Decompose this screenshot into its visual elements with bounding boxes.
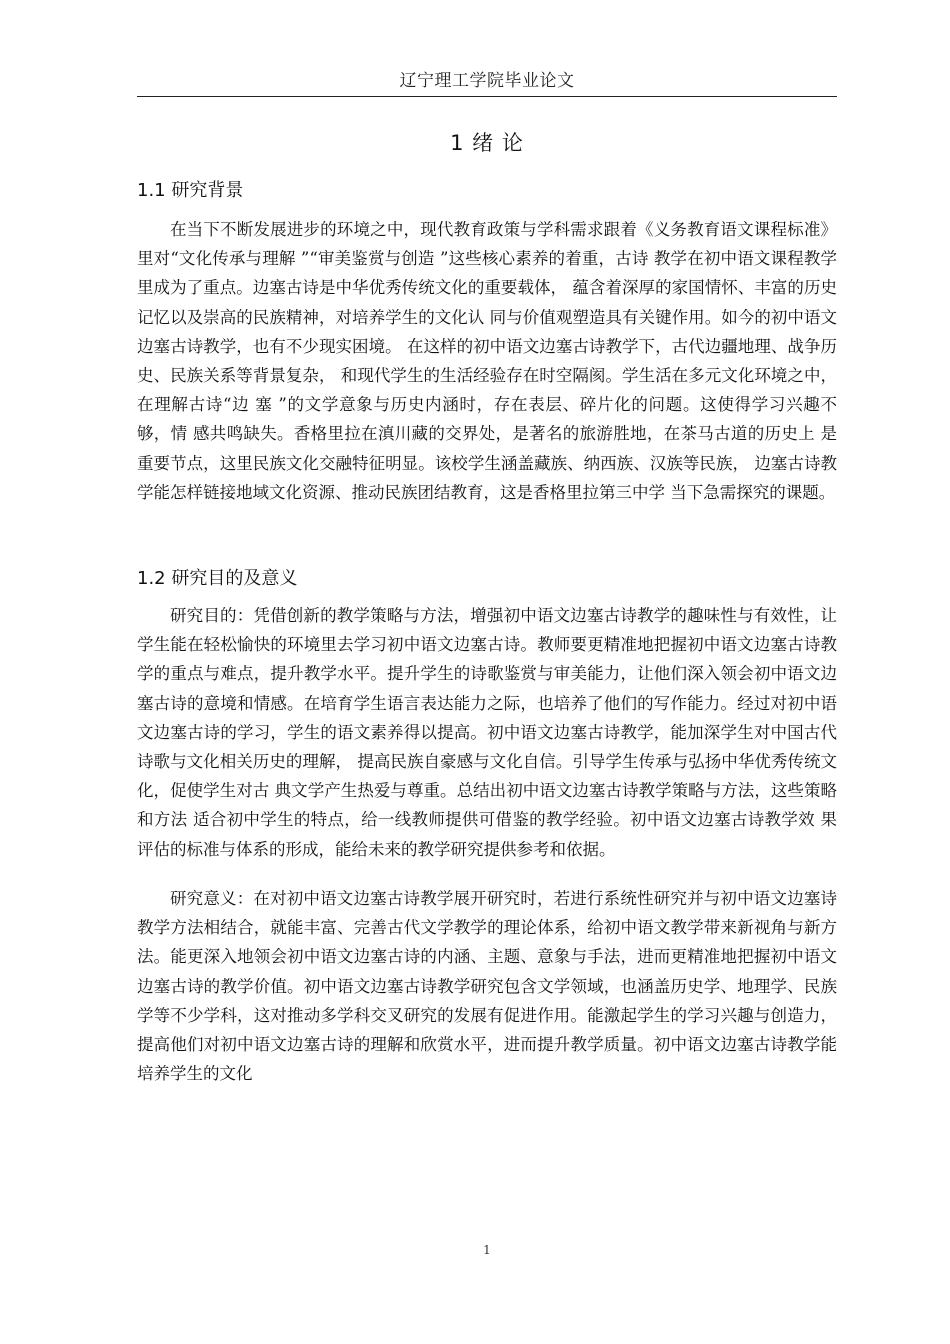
paragraph-research-purpose: 研究目的：凭借创新的教学策略与方法，增强初中语文边塞古诗教学的趣味性与有效性，让学生能在轻松愉快的环境里去学习初中语文边塞古诗。教师要更精准地把握初中语文边塞古诗教学的重点与难点，提升教学水平。提升学生的诗歌鉴赏与审美能力，让他们深入领会初中语文边塞古诗的意境和情感。在培育学生语言表达能力之际，也培养了他们的写作能力。经过对初中语文边塞古诗的学习，学生的语文素养得以提高。初中语文边塞古诗教学，能加深学生对中国古代诗歌与文化相关历史的理解， 提高民族自豪感与文化自信。引导学生传承与弘扬中华优秀传统文化，促使学生对古 典文学产生热爱与尊重。总结出初中语文边塞古诗教学策略与方法，这些策略和方法 适合初中学生的特点，给一线教师提供可借鉴的教学经验。初中语文边塞古诗教学效 果评估的标准与体系的形成，能给未来的教学研究提供参考和依据。 (137, 606, 837, 859)
running-header-title: 辽宁理工学院毕业论文 (399, 71, 575, 91)
page-number: 1 (483, 1243, 491, 1257)
chapter-title: 1 绪 论 (450, 131, 524, 155)
paragraph-research-significance: 研究意义：在对初中语文边塞古诗教学展开研究时，若进行系统性研究并与初中语文边塞诗教学方法相结合，就能丰富、完善古代文学教学的理论体系，给初中语文教学带来新视角与新方法。能更深入地领会初中语文边塞古诗的内涵、主题、意象与手法，进而更精准地把握初中语文边塞古诗的教学价值。初中语文边塞古诗教学研究包含文学领域，也涵盖历史学、地理学、民族学等不少学科，这对推动多学科交叉研究的发展有促进作用。能激起学生的学习兴趣与创造力，提高他们对初中语文边塞古诗的理解和欣赏水平，进而提升教学质量。初中语文边塞古诗教学能培养学生的文化 (137, 889, 837, 1084)
running-header (137, 66, 837, 97)
section-heading-research-purpose: 1.2 研究目的及意义 (137, 568, 298, 589)
paragraph-research-background: 在当下不断发展进步的环境之中，现代教育政策与学科需求跟着《义务教育语文课程标准》里对“文化传承与理解 ”“审美鉴赏与创造 ”这些核心素养的着重，古诗 教学在初中语文课程教学里成为了重点。边塞古诗是中华优秀传统文化的重要载体， 蕴含着深厚的家国情怀、丰富的历史记忆以及崇高的民族精神，对培养学生的文化认 同与价值观塑造具有关键作用。如今的初中语文边塞古诗教学，也有不少现实困境。 在这样的初中语文边塞古诗教学下，古代边疆地理、战争历史、民族关系等背景复杂， 和现代学生的生活经验存在时空隔阂。学生活在多元文化环境之中，在理解古诗“边 塞 ”的文学意象与历史内涵时，存在表层、碎片化的问题。这使得学习兴趣不够，情 感共鸣缺失。香格里拉在滇川藏的交界处，是著名的旅游胜地，在茶马古道的历史上 是重要节点，这里民族文化交融特征明显。该校学生涵盖藏族、纳西族、汉族等民族， 边塞古诗教学能怎样链接地域文化资源、推动民族团结教育，这是香格里拉第三中学 当下急需探究的课题。 (137, 220, 837, 502)
section-heading-research-background: 1.1 研究背景 (137, 180, 244, 201)
